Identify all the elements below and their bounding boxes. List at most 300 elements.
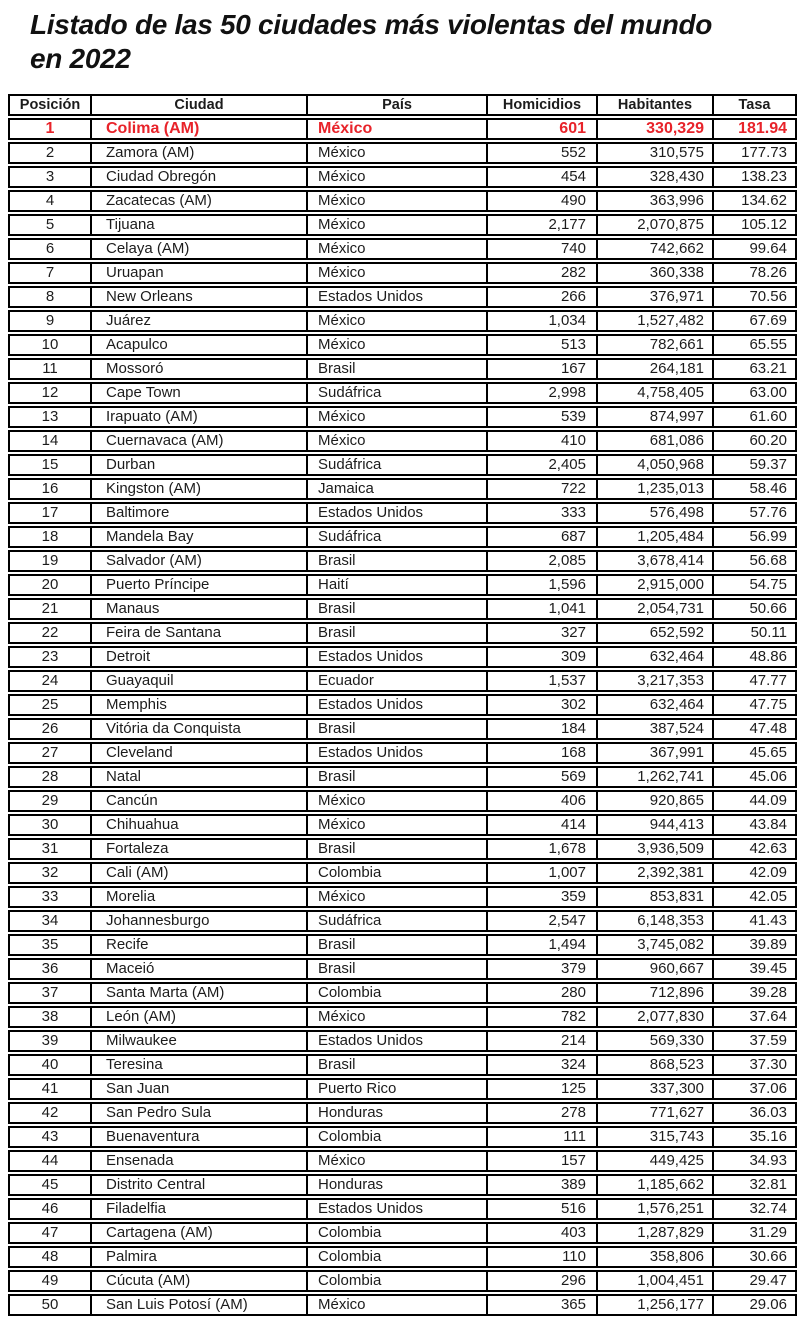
cell-tasa: 42.05 xyxy=(714,886,797,908)
cell-habitantes: 2,077,830 xyxy=(598,1006,714,1028)
cell-posicion: 29 xyxy=(8,790,92,812)
cell-tasa: 29.47 xyxy=(714,1270,797,1292)
page-title xyxy=(30,8,800,76)
cell-ciudad: San Luis Potosí (AM) xyxy=(92,1294,308,1316)
cell-tasa: 39.89 xyxy=(714,934,797,956)
cell-homicidios: 309 xyxy=(488,646,598,668)
cell-pais: Sudáfrica xyxy=(308,382,488,404)
cell-pais: Brasil xyxy=(308,934,488,956)
table-row xyxy=(8,430,797,452)
table-row xyxy=(8,454,797,476)
cell-ciudad: Morelia xyxy=(92,886,308,908)
page xyxy=(0,8,800,1340)
cell-posicion: 38 xyxy=(8,1006,92,1028)
cell-ciudad: Palmira xyxy=(92,1246,308,1268)
cell-tasa: 50.11 xyxy=(714,622,797,644)
cell-pais: Colombia xyxy=(308,1222,488,1244)
table-row xyxy=(8,982,797,1004)
table-row xyxy=(8,622,797,644)
cell-habitantes: 681,086 xyxy=(598,430,714,452)
cell-habitantes: 960,667 xyxy=(598,958,714,980)
cell-homicidios: 125 xyxy=(488,1078,598,1100)
cell-posicion: 9 xyxy=(8,310,92,332)
cell-posicion: 17 xyxy=(8,502,92,524)
cell-posicion: 10 xyxy=(8,334,92,356)
cell-habitantes: 1,287,829 xyxy=(598,1222,714,1244)
cell-posicion: 18 xyxy=(8,526,92,548)
table-row xyxy=(8,286,797,308)
table-row xyxy=(8,214,797,236)
cell-ciudad: Mandela Bay xyxy=(92,526,308,548)
cell-posicion: 45 xyxy=(8,1174,92,1196)
table-row xyxy=(8,646,797,668)
cell-posicion: 41 xyxy=(8,1078,92,1100)
cell-habitantes: 652,592 xyxy=(598,622,714,644)
cell-tasa: 48.86 xyxy=(714,646,797,668)
cell-tasa: 181.94 xyxy=(714,118,797,140)
cell-homicidios: 1,041 xyxy=(488,598,598,620)
cell-homicidios: 2,177 xyxy=(488,214,598,236)
cell-pais: Estados Unidos xyxy=(308,1030,488,1052)
cell-ciudad: Fortaleza xyxy=(92,838,308,860)
cell-homicidios: 365 xyxy=(488,1294,598,1316)
cell-posicion: 50 xyxy=(8,1294,92,1316)
cell-tasa: 37.06 xyxy=(714,1078,797,1100)
cell-homicidios: 282 xyxy=(488,262,598,284)
cell-habitantes: 632,464 xyxy=(598,646,714,668)
cell-tasa: 47.77 xyxy=(714,670,797,692)
cell-posicion: 32 xyxy=(8,862,92,884)
cell-habitantes: 6,148,353 xyxy=(598,910,714,932)
cell-tasa: 78.26 xyxy=(714,262,797,284)
table-row xyxy=(8,766,797,788)
page-title-line2: en 2022 xyxy=(30,43,131,74)
cell-habitantes: 358,806 xyxy=(598,1246,714,1268)
cell-pais: Brasil xyxy=(308,1054,488,1076)
cell-habitantes: 4,050,968 xyxy=(598,454,714,476)
cell-posicion: 26 xyxy=(8,718,92,740)
table-row xyxy=(8,814,797,836)
cell-tasa: 65.55 xyxy=(714,334,797,356)
cell-pais: Brasil xyxy=(308,766,488,788)
cell-habitantes: 920,865 xyxy=(598,790,714,812)
table-row xyxy=(8,670,797,692)
cell-habitantes: 330,329 xyxy=(598,118,714,140)
cell-homicidios: 1,537 xyxy=(488,670,598,692)
table-row xyxy=(8,1150,797,1172)
cell-homicidios: 327 xyxy=(488,622,598,644)
cell-homicidios: 513 xyxy=(488,334,598,356)
cell-pais: Estados Unidos xyxy=(308,646,488,668)
cell-homicidios: 389 xyxy=(488,1174,598,1196)
cell-habitantes: 367,991 xyxy=(598,742,714,764)
cell-habitantes: 360,338 xyxy=(598,262,714,284)
cell-tasa: 37.59 xyxy=(714,1030,797,1052)
cell-tasa: 39.45 xyxy=(714,958,797,980)
cell-posicion: 11 xyxy=(8,358,92,380)
cell-posicion: 13 xyxy=(8,406,92,428)
cell-tasa: 58.46 xyxy=(714,478,797,500)
cell-habitantes: 315,743 xyxy=(598,1126,714,1148)
cell-habitantes: 2,070,875 xyxy=(598,214,714,236)
cell-habitantes: 328,430 xyxy=(598,166,714,188)
table-row xyxy=(8,190,797,212)
table-header-row xyxy=(8,94,797,116)
cell-habitantes: 1,576,251 xyxy=(598,1198,714,1220)
cell-tasa: 177.73 xyxy=(714,142,797,164)
cell-tasa: 34.93 xyxy=(714,1150,797,1172)
cell-tasa: 39.28 xyxy=(714,982,797,1004)
cell-ciudad: Zamora (AM) xyxy=(92,142,308,164)
cell-pais: México xyxy=(308,262,488,284)
cell-pais: Colombia xyxy=(308,982,488,1004)
cell-posicion: 4 xyxy=(8,190,92,212)
cell-habitantes: 944,413 xyxy=(598,814,714,836)
cell-pais: Brasil xyxy=(308,718,488,740)
cell-pais: Ecuador xyxy=(308,670,488,692)
cell-pais: México xyxy=(308,190,488,212)
cell-homicidios: 280 xyxy=(488,982,598,1004)
cell-pais: Brasil xyxy=(308,958,488,980)
cell-posicion: 49 xyxy=(8,1270,92,1292)
cell-habitantes: 1,235,013 xyxy=(598,478,714,500)
cell-posicion: 16 xyxy=(8,478,92,500)
cell-ciudad: Santa Marta (AM) xyxy=(92,982,308,1004)
cell-ciudad: Milwaukee xyxy=(92,1030,308,1052)
cell-ciudad: Natal xyxy=(92,766,308,788)
table-row xyxy=(8,1126,797,1148)
column-header-ciudad: Ciudad xyxy=(92,94,308,116)
cell-habitantes: 2,054,731 xyxy=(598,598,714,620)
cell-homicidios: 2,405 xyxy=(488,454,598,476)
cell-posicion: 33 xyxy=(8,886,92,908)
cell-habitantes: 632,464 xyxy=(598,694,714,716)
cell-tasa: 32.74 xyxy=(714,1198,797,1220)
cell-homicidios: 410 xyxy=(488,430,598,452)
cell-tasa: 31.29 xyxy=(714,1222,797,1244)
cell-ciudad: Tijuana xyxy=(92,214,308,236)
cell-habitantes: 4,758,405 xyxy=(598,382,714,404)
cell-posicion: 2 xyxy=(8,142,92,164)
cell-ciudad: Guayaquil xyxy=(92,670,308,692)
cell-ciudad: Maceió xyxy=(92,958,308,980)
cell-habitantes: 337,300 xyxy=(598,1078,714,1100)
cell-homicidios: 359 xyxy=(488,886,598,908)
cell-ciudad: Feira de Santana xyxy=(92,622,308,644)
cell-homicidios: 687 xyxy=(488,526,598,548)
cell-ciudad: Celaya (AM) xyxy=(92,238,308,260)
cell-ciudad: Ciudad Obregón xyxy=(92,166,308,188)
table-row xyxy=(8,934,797,956)
cell-habitantes: 3,678,414 xyxy=(598,550,714,572)
table-row xyxy=(8,718,797,740)
cell-homicidios: 516 xyxy=(488,1198,598,1220)
cell-pais: México xyxy=(308,214,488,236)
table-row xyxy=(8,790,797,812)
table-row xyxy=(8,478,797,500)
cell-pais: Honduras xyxy=(308,1174,488,1196)
cell-habitantes: 387,524 xyxy=(598,718,714,740)
cell-ciudad: Johannesburgo xyxy=(92,910,308,932)
cell-ciudad: Manaus xyxy=(92,598,308,620)
cell-ciudad: Detroit xyxy=(92,646,308,668)
cell-homicidios: 1,034 xyxy=(488,310,598,332)
table-row xyxy=(8,310,797,332)
cell-homicidios: 539 xyxy=(488,406,598,428)
cell-tasa: 56.99 xyxy=(714,526,797,548)
cell-posicion: 43 xyxy=(8,1126,92,1148)
table-row xyxy=(8,958,797,980)
cell-ciudad: Colima (AM) xyxy=(92,118,308,140)
cell-homicidios: 1,596 xyxy=(488,574,598,596)
cell-pais: Jamaica xyxy=(308,478,488,500)
cell-tasa: 99.64 xyxy=(714,238,797,260)
cell-ciudad: New Orleans xyxy=(92,286,308,308)
cell-ciudad: Cape Town xyxy=(92,382,308,404)
cell-posicion: 25 xyxy=(8,694,92,716)
cell-ciudad: Chihuahua xyxy=(92,814,308,836)
cell-tasa: 61.60 xyxy=(714,406,797,428)
cell-habitantes: 376,971 xyxy=(598,286,714,308)
cell-homicidios: 2,998 xyxy=(488,382,598,404)
cell-posicion: 7 xyxy=(8,262,92,284)
cell-ciudad: Puerto Príncipe xyxy=(92,574,308,596)
cell-pais: México xyxy=(308,886,488,908)
cell-tasa: 57.76 xyxy=(714,502,797,524)
table-row xyxy=(8,1270,797,1292)
cell-homicidios: 278 xyxy=(488,1102,598,1124)
cell-habitantes: 1,004,451 xyxy=(598,1270,714,1292)
table-row xyxy=(8,1174,797,1196)
cell-ciudad: Cancún xyxy=(92,790,308,812)
cell-tasa: 59.37 xyxy=(714,454,797,476)
cell-homicidios: 569 xyxy=(488,766,598,788)
cell-posicion: 34 xyxy=(8,910,92,932)
cell-pais: México xyxy=(308,118,488,140)
cell-ciudad: San Pedro Sula xyxy=(92,1102,308,1124)
table-body xyxy=(8,118,797,1316)
cell-habitantes: 2,392,381 xyxy=(598,862,714,884)
cell-pais: Brasil xyxy=(308,838,488,860)
table-row xyxy=(8,382,797,404)
cell-posicion: 36 xyxy=(8,958,92,980)
cell-pais: Sudáfrica xyxy=(308,454,488,476)
cell-ciudad: Cartagena (AM) xyxy=(92,1222,308,1244)
cell-posicion: 12 xyxy=(8,382,92,404)
cell-ciudad: Baltimore xyxy=(92,502,308,524)
table-row xyxy=(8,334,797,356)
cell-ciudad: Mossoró xyxy=(92,358,308,380)
cell-tasa: 54.75 xyxy=(714,574,797,596)
cell-pais: Brasil xyxy=(308,358,488,380)
cell-posicion: 21 xyxy=(8,598,92,620)
table-row xyxy=(8,358,797,380)
cell-pais: Puerto Rico xyxy=(308,1078,488,1100)
cell-homicidios: 302 xyxy=(488,694,598,716)
table-row xyxy=(8,742,797,764)
column-header-pais: País xyxy=(308,94,488,116)
cell-tasa: 45.65 xyxy=(714,742,797,764)
cell-pais: México xyxy=(308,1294,488,1316)
cell-pais: México xyxy=(308,310,488,332)
cell-ciudad: Juárez xyxy=(92,310,308,332)
cell-habitantes: 853,831 xyxy=(598,886,714,908)
cell-homicidios: 333 xyxy=(488,502,598,524)
cell-pais: México xyxy=(308,334,488,356)
cell-homicidios: 379 xyxy=(488,958,598,980)
cell-habitantes: 1,185,662 xyxy=(598,1174,714,1196)
cell-habitantes: 782,661 xyxy=(598,334,714,356)
cell-tasa: 56.68 xyxy=(714,550,797,572)
cell-habitantes: 449,425 xyxy=(598,1150,714,1172)
cell-ciudad: Memphis xyxy=(92,694,308,716)
page-title-line1: Listado de las 50 ciudades más violentas del mundo xyxy=(30,9,713,40)
cell-tasa: 29.06 xyxy=(714,1294,797,1316)
table-row xyxy=(8,1222,797,1244)
cell-pais: Sudáfrica xyxy=(308,910,488,932)
cell-posicion: 1 xyxy=(8,118,92,140)
cell-tasa: 35.16 xyxy=(714,1126,797,1148)
cell-pais: México xyxy=(308,430,488,452)
cell-homicidios: 454 xyxy=(488,166,598,188)
cell-pais: Brasil xyxy=(308,598,488,620)
cell-ciudad: Teresina xyxy=(92,1054,308,1076)
cell-pais: Colombia xyxy=(308,1126,488,1148)
cell-homicidios: 406 xyxy=(488,790,598,812)
cell-homicidios: 184 xyxy=(488,718,598,740)
cell-pais: Estados Unidos xyxy=(308,502,488,524)
cell-homicidios: 414 xyxy=(488,814,598,836)
cell-tasa: 42.63 xyxy=(714,838,797,860)
cell-ciudad: Zacatecas (AM) xyxy=(92,190,308,212)
table-row xyxy=(8,910,797,932)
cell-habitantes: 771,627 xyxy=(598,1102,714,1124)
cell-posicion: 48 xyxy=(8,1246,92,1268)
cell-pais: Colombia xyxy=(308,1270,488,1292)
cell-posicion: 42 xyxy=(8,1102,92,1124)
cell-ciudad: San Juan xyxy=(92,1078,308,1100)
column-header-homicidios: Homicidios xyxy=(488,94,598,116)
cell-ciudad: Cúcuta (AM) xyxy=(92,1270,308,1292)
cell-pais: Colombia xyxy=(308,862,488,884)
cell-homicidios: 157 xyxy=(488,1150,598,1172)
table-row xyxy=(8,118,797,140)
table-row xyxy=(8,502,797,524)
cell-habitantes: 1,262,741 xyxy=(598,766,714,788)
cell-posicion: 20 xyxy=(8,574,92,596)
cell-tasa: 105.12 xyxy=(714,214,797,236)
table-row xyxy=(8,1198,797,1220)
cell-ciudad: Durban xyxy=(92,454,308,476)
cell-ciudad: Ensenada xyxy=(92,1150,308,1172)
cell-tasa: 44.09 xyxy=(714,790,797,812)
cell-habitantes: 868,523 xyxy=(598,1054,714,1076)
cell-habitantes: 310,575 xyxy=(598,142,714,164)
table-row xyxy=(8,862,797,884)
cell-tasa: 36.03 xyxy=(714,1102,797,1124)
cell-tasa: 42.09 xyxy=(714,862,797,884)
cell-tasa: 67.69 xyxy=(714,310,797,332)
cell-tasa: 47.75 xyxy=(714,694,797,716)
cell-posicion: 24 xyxy=(8,670,92,692)
cell-ciudad: León (AM) xyxy=(92,1006,308,1028)
cell-posicion: 8 xyxy=(8,286,92,308)
cell-posicion: 19 xyxy=(8,550,92,572)
cell-tasa: 134.62 xyxy=(714,190,797,212)
cell-pais: México xyxy=(308,166,488,188)
table-row xyxy=(8,142,797,164)
cell-pais: México xyxy=(308,1150,488,1172)
cell-tasa: 43.84 xyxy=(714,814,797,836)
cell-pais: Haití xyxy=(308,574,488,596)
cell-posicion: 5 xyxy=(8,214,92,236)
cell-posicion: 6 xyxy=(8,238,92,260)
cell-homicidios: 111 xyxy=(488,1126,598,1148)
table-row xyxy=(8,574,797,596)
cell-ciudad: Kingston (AM) xyxy=(92,478,308,500)
violent-cities-table xyxy=(8,92,797,1318)
table-row xyxy=(8,1054,797,1076)
cell-posicion: 28 xyxy=(8,766,92,788)
cell-ciudad: Buenaventura xyxy=(92,1126,308,1148)
cell-ciudad: Cuernavaca (AM) xyxy=(92,430,308,452)
cell-tasa: 50.66 xyxy=(714,598,797,620)
cell-habitantes: 3,745,082 xyxy=(598,934,714,956)
cell-habitantes: 1,527,482 xyxy=(598,310,714,332)
table-row xyxy=(8,694,797,716)
cell-posicion: 37 xyxy=(8,982,92,1004)
cell-tasa: 37.64 xyxy=(714,1006,797,1028)
cell-posicion: 22 xyxy=(8,622,92,644)
cell-ciudad: Filadelfia xyxy=(92,1198,308,1220)
cell-posicion: 31 xyxy=(8,838,92,860)
cell-habitantes: 576,498 xyxy=(598,502,714,524)
cell-homicidios: 167 xyxy=(488,358,598,380)
cell-posicion: 3 xyxy=(8,166,92,188)
cell-pais: Estados Unidos xyxy=(308,742,488,764)
cell-homicidios: 214 xyxy=(488,1030,598,1052)
cell-posicion: 46 xyxy=(8,1198,92,1220)
cell-tasa: 63.21 xyxy=(714,358,797,380)
cell-pais: Estados Unidos xyxy=(308,286,488,308)
cell-posicion: 39 xyxy=(8,1030,92,1052)
cell-homicidios: 2,547 xyxy=(488,910,598,932)
cell-ciudad: Acapulco xyxy=(92,334,308,356)
cell-posicion: 44 xyxy=(8,1150,92,1172)
cell-habitantes: 874,997 xyxy=(598,406,714,428)
column-header-tasa: Tasa xyxy=(714,94,797,116)
cell-homicidios: 110 xyxy=(488,1246,598,1268)
table-row xyxy=(8,1294,797,1316)
cell-posicion: 47 xyxy=(8,1222,92,1244)
cell-habitantes: 1,205,484 xyxy=(598,526,714,548)
table-row xyxy=(8,238,797,260)
cell-habitantes: 569,330 xyxy=(598,1030,714,1052)
table-row xyxy=(8,262,797,284)
cell-homicidios: 552 xyxy=(488,142,598,164)
cell-habitantes: 1,256,177 xyxy=(598,1294,714,1316)
cell-pais: Brasil xyxy=(308,550,488,572)
cell-habitantes: 3,936,509 xyxy=(598,838,714,860)
table-row xyxy=(8,550,797,572)
cell-tasa: 30.66 xyxy=(714,1246,797,1268)
cell-posicion: 30 xyxy=(8,814,92,836)
cell-pais: México xyxy=(308,790,488,812)
cell-pais: Estados Unidos xyxy=(308,694,488,716)
cell-ciudad: Irapuato (AM) xyxy=(92,406,308,428)
cell-posicion: 27 xyxy=(8,742,92,764)
cell-homicidios: 722 xyxy=(488,478,598,500)
